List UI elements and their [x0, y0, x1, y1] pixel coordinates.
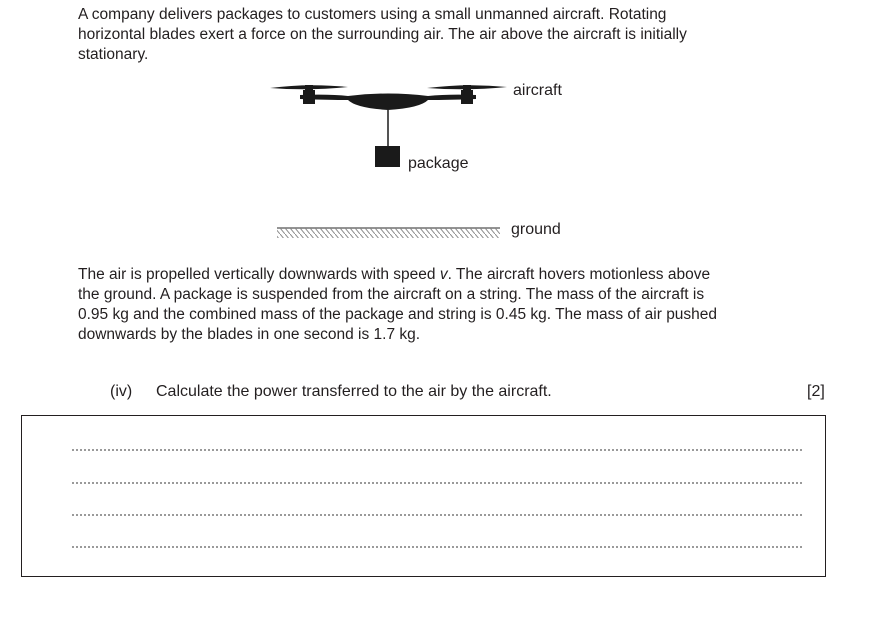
- package-box: [375, 146, 400, 167]
- answer-box[interactable]: [21, 415, 826, 577]
- question-text: Calculate the power transferred to the air by the aircraft.: [156, 383, 552, 400]
- answer-line[interactable]: [72, 449, 802, 451]
- question-iv: [0, 381, 878, 403]
- package-label: package: [408, 155, 469, 172]
- aircraft-label: aircraft: [513, 82, 562, 99]
- answer-line[interactable]: [72, 546, 802, 548]
- drone-diagram: [0, 0, 878, 260]
- ground-hatching: [277, 228, 500, 238]
- ground-label: ground: [511, 221, 561, 238]
- question-number: (iv): [110, 383, 133, 400]
- description-text-rest: . The aircraft hovers motionless above the ground. A package is suspended from the aircraft on a string. The mass of the aircraft is 0.95 kg and the combined mass of the package and string is 0.45 kg. The mass of air pushed downwards by the blades in one second is 1.7 kg.: [78, 266, 718, 343]
- answer-line[interactable]: [72, 482, 802, 484]
- description-paragraph: [78, 265, 818, 345]
- description-text-start: The air is propelled vertically downwards with speed: [78, 266, 440, 283]
- question-marks: [2]: [807, 383, 825, 400]
- answer-line[interactable]: [72, 514, 802, 516]
- intro-paragraph: A company delivers packages to customers using a small unmanned aircraft. Rotating horizontal blades exert a force on the surrounding air. The air above the aircraft is initially stationary.: [78, 6, 687, 63]
- drone-body: [300, 94, 476, 111]
- speed-variable: v: [439, 266, 448, 283]
